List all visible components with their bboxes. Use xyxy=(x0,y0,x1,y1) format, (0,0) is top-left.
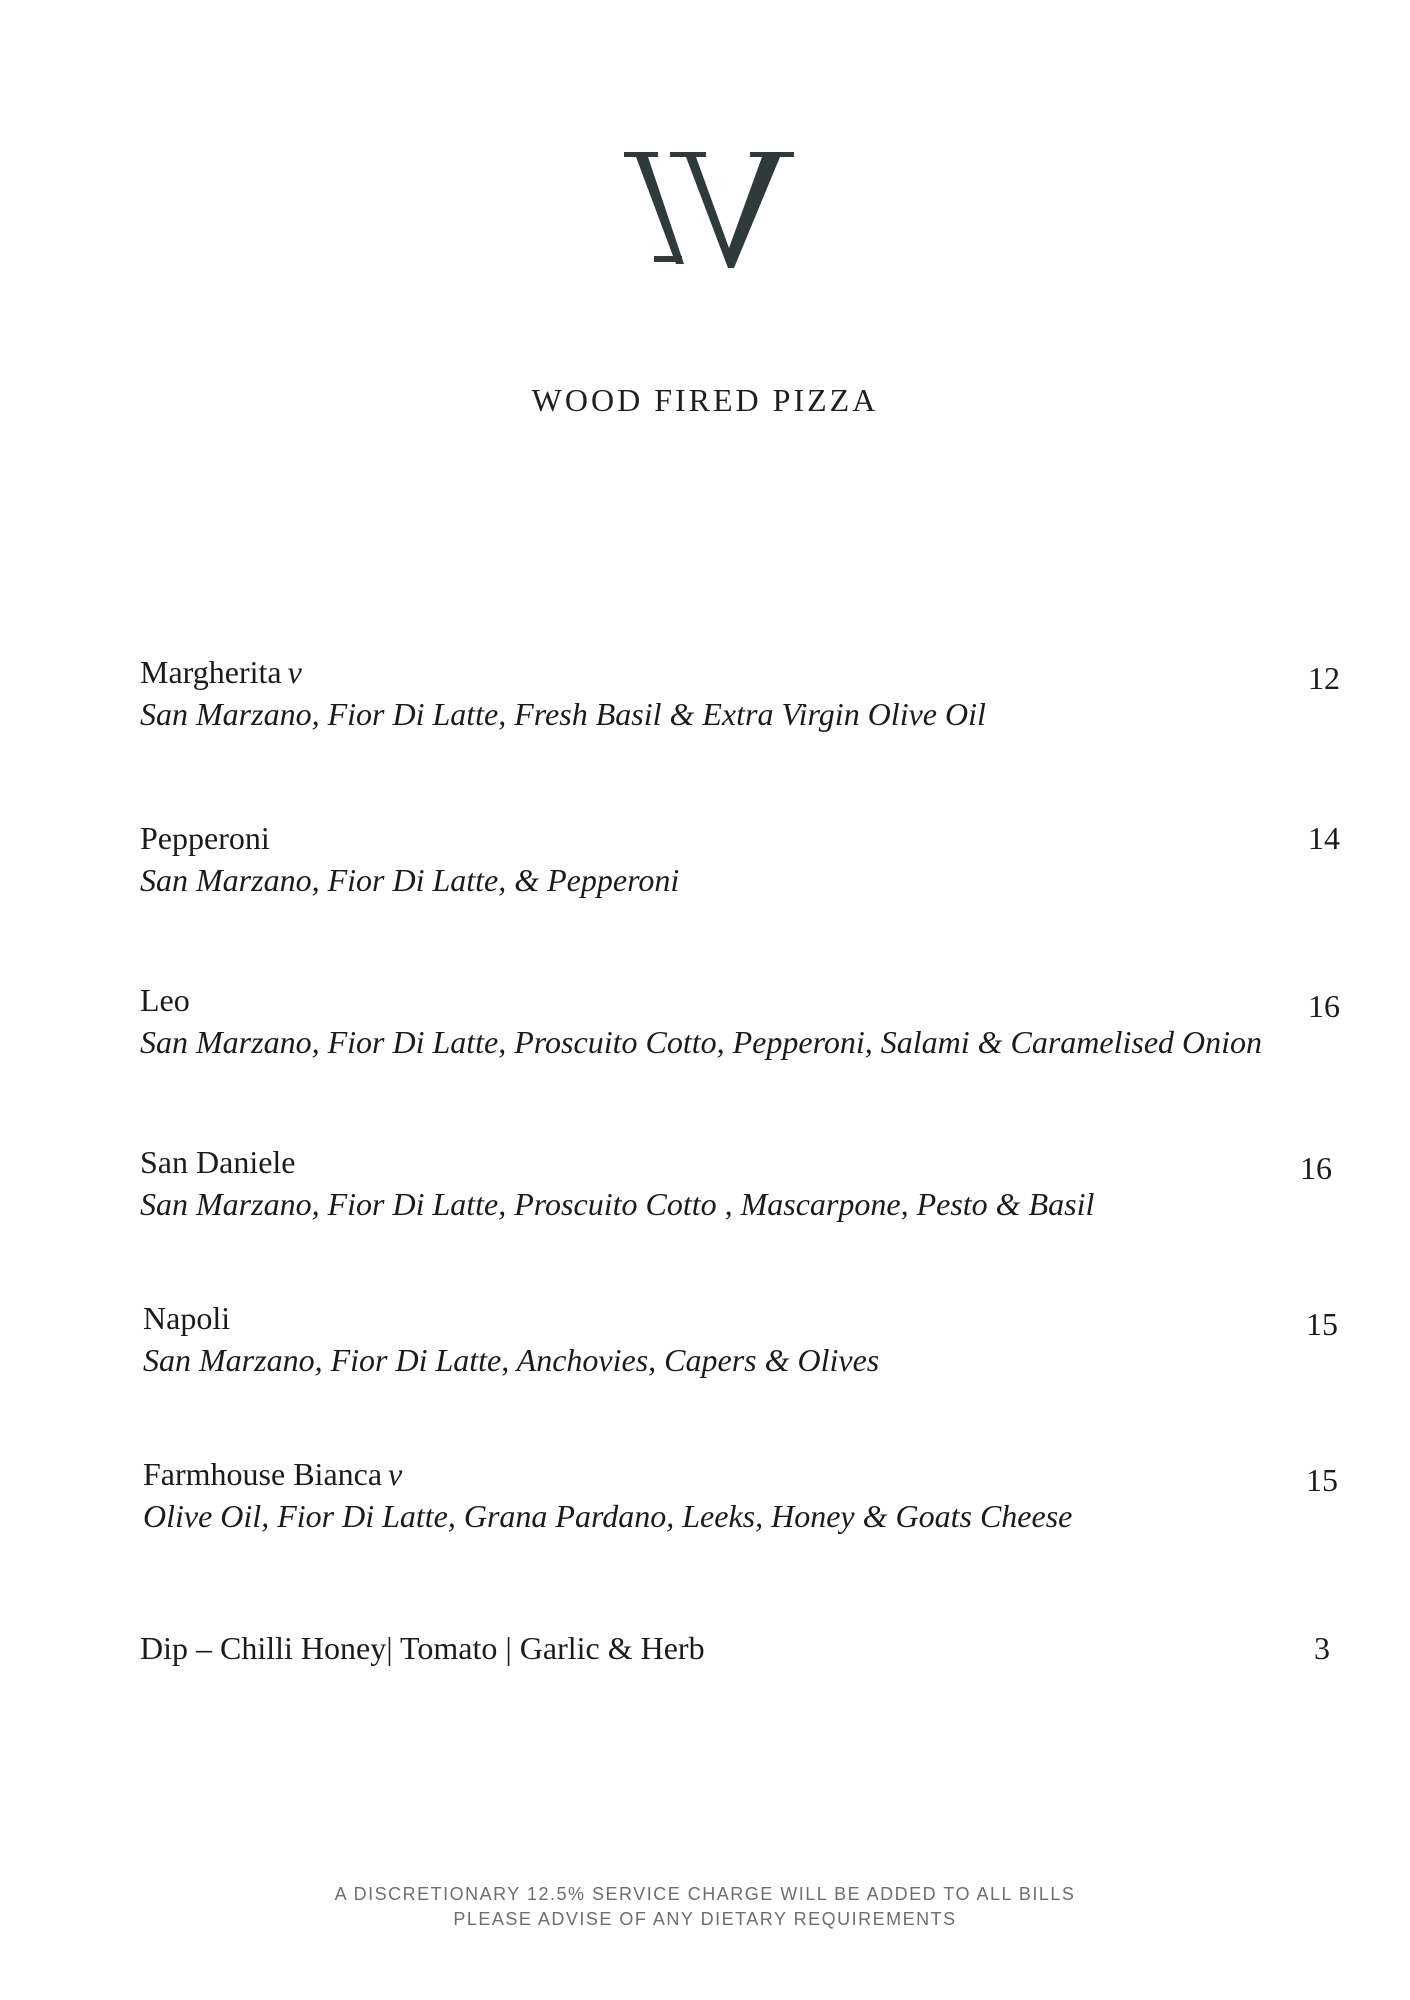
item-description: San Marzano, Fior Di Latte, Anchovies, Capers & Olives xyxy=(143,1342,880,1378)
item-price: 14 xyxy=(1308,820,1340,856)
item-description: San Marzano, Fior Di Latte, Fresh Basil & Extra Virgin Olive Oil xyxy=(140,696,986,732)
logo xyxy=(610,140,810,280)
item-name: Dip – Chilli Honey| Tomato | Garlic & Herb xyxy=(140,1630,705,1666)
item-price: 12 xyxy=(1308,660,1340,696)
item-name: Margherita v xyxy=(140,654,302,690)
menu-item-san-daniele xyxy=(140,1142,1340,1252)
item-description: San Marzano, Fior Di Latte, & Pepperoni xyxy=(140,862,680,898)
menu-item-margherita xyxy=(140,652,1340,762)
service-charge-notice: A DISCRETIONARY 12.5% SERVICE CHARGE WILL BE ADDED TO ALL BILLS xyxy=(334,1884,1076,1904)
item-price: 15 xyxy=(1306,1306,1338,1342)
vegetarian-marker: v xyxy=(388,1456,403,1492)
item-price: 16 xyxy=(1308,988,1340,1024)
item-name: Napoli xyxy=(143,1300,231,1336)
menu-item-farmhouse-bianca xyxy=(140,1454,1340,1564)
dietary-notice: PLEASE ADVISE OF ANY DIETARY REQUIREMENTS xyxy=(453,1909,957,1929)
item-description: Olive Oil, Fior Di Latte, Grana Pardano, Leeks, Honey & Goats Cheese xyxy=(143,1498,1073,1534)
menu-item-leo xyxy=(140,980,1340,1090)
item-name: San Daniele xyxy=(140,1144,296,1180)
logo-iv-mark xyxy=(610,140,810,280)
item-price: 16 xyxy=(1300,1150,1332,1186)
item-name: Leo xyxy=(140,982,190,1018)
item-price: 15 xyxy=(1306,1462,1338,1498)
footer-notice xyxy=(0,1882,1410,1932)
item-description: San Marzano, Fior Di Latte, Proscuito Cotto, Pepperoni, Salami & Caramelised Onion xyxy=(140,1024,1263,1060)
item-price: 3 xyxy=(1314,1630,1330,1666)
item-description: San Marzano, Fior Di Latte, Proscuito Cotto , Mascarpone, Pesto & Basil xyxy=(140,1186,1095,1222)
menu-item-napoli xyxy=(140,1298,1340,1408)
item-name: Farmhouse Bianca v xyxy=(143,1456,403,1492)
vegetarian-marker: v xyxy=(287,654,302,690)
section-title: WOOD FIRED PIZZA xyxy=(531,382,879,418)
item-name: Pepperoni xyxy=(140,820,270,856)
menu-item-pepperoni xyxy=(140,818,1340,928)
menu-item-dip xyxy=(140,1628,1340,1738)
